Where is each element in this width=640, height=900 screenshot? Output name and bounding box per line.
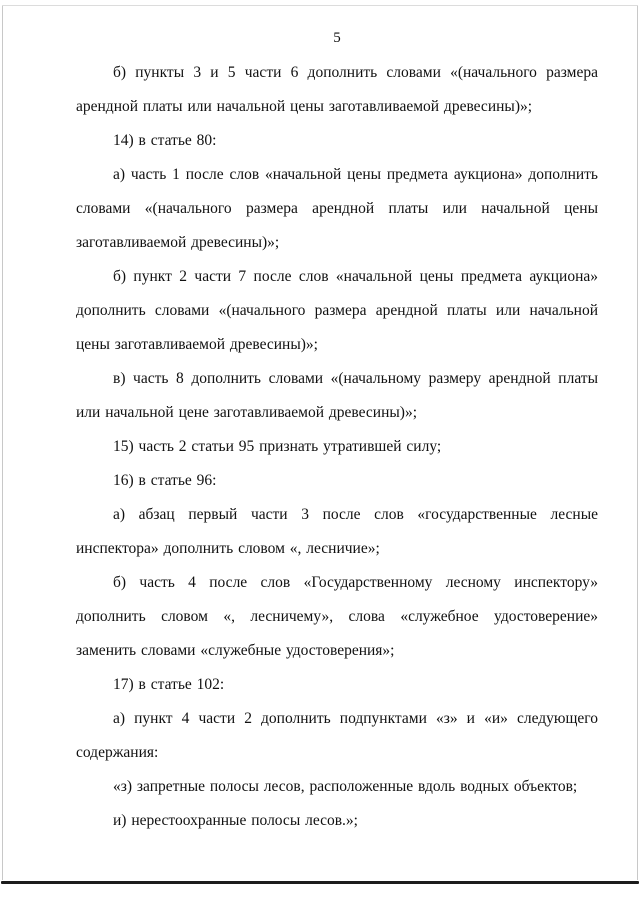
paragraph: 17) в статье 102: (113, 676, 225, 693)
page-number: 5 (333, 30, 341, 46)
page-edge-right (637, 6, 638, 880)
paragraph: и) нерестоохранные полосы лесов.»; (113, 812, 358, 829)
paragraph: б) пункт 2 части 7 после слов «начальной цены предмета аукциона» дополнить словами «(начального размера арендной платы или начальной цены заготавливаемой древесины)»; (76, 268, 598, 353)
paragraph: б) пункты 3 и 5 части 6 дополнить словами «(начального размера арендной платы или начальной цены заготавливаемой древесины)»; (76, 64, 598, 115)
page-edge-top (2, 5, 638, 6)
paragraph: а) пункт 4 части 2 дополнить подпунктами «з» и «и» следующего содержания: (76, 710, 598, 761)
paragraph: в) часть 8 дополнить словами «(начальному размеру арендной платы или начальной цене заготавливаемой древесины)»; (76, 370, 598, 421)
paragraph: 14) в статье 80: (113, 132, 217, 149)
document-content (76, 28, 598, 838)
page-edge-bottom (1, 881, 639, 884)
paragraph: а) часть 1 после слов «начальной цены предмета аукциона» дополнить словами «(начального размера арендной платы или начальной цены заготавливаемой древесины)»; (76, 166, 598, 251)
paragraph: 15) часть 2 статьи 95 признать утратившей силу; (113, 438, 442, 455)
paragraph: б) часть 4 после слов «Государственному лесному инспектору» дополнить словом «, лесничему», слова «служебное удостоверение» заменить словами «служебные удостоверения»; (76, 574, 598, 659)
paragraph: «з) запретные полосы лесов, расположенные вдоль водных объектов; (113, 778, 578, 795)
paragraph: а) абзац первый части 3 после слов «государственные лесные инспектора» дополнить словом «, лесничие»; (76, 506, 598, 557)
paragraph: 16) в статье 96: (113, 472, 217, 489)
page-edge-left (2, 6, 3, 880)
